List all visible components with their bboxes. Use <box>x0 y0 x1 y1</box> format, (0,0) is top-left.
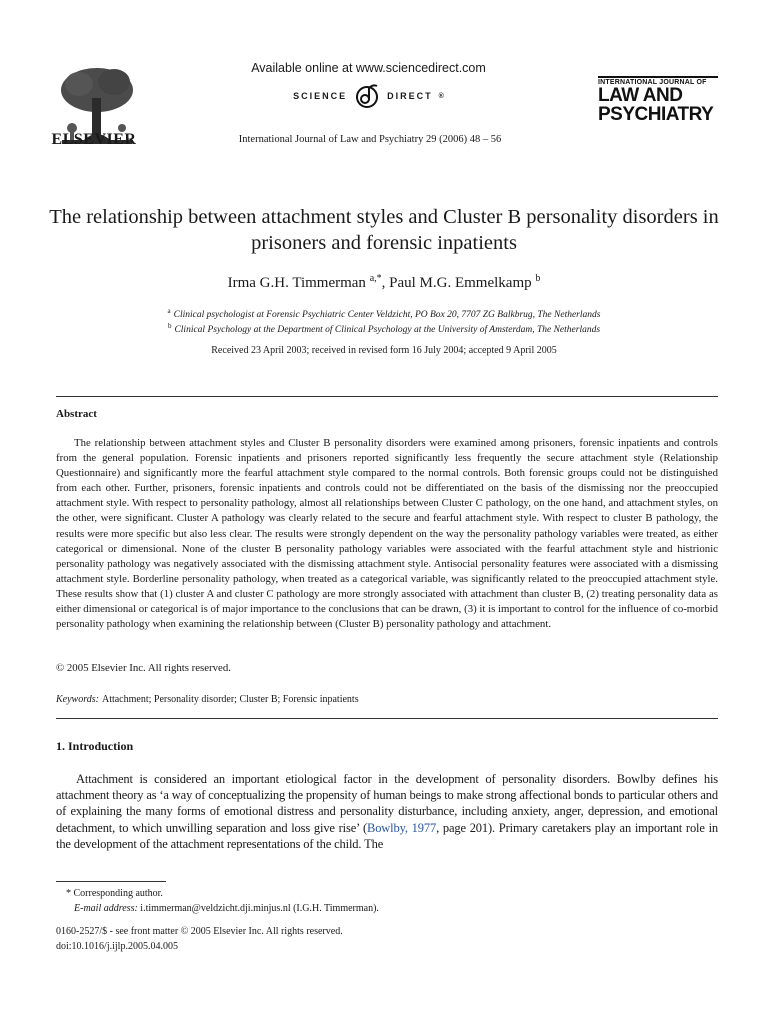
keywords <box>56 694 359 705</box>
journal-logo-line2: PSYCHIATRY <box>598 104 714 125</box>
author-separator: , <box>381 275 390 291</box>
author-1-sup: a,* <box>369 273 382 284</box>
section-heading: 1. Introduction <box>56 739 134 753</box>
journal-logo-line1: LAW AND <box>598 85 683 106</box>
received-dates: Received 23 April 2003; received in revised form 16 July 2004; accepted 9 April 2005 <box>211 345 557 356</box>
publisher-name: ELSEVIER <box>51 131 137 148</box>
author-2: Paul M.G. Emmelkamp <box>389 275 532 291</box>
citation-link-bowlby-1977[interactable]: Bowlby, 1977 <box>367 820 437 835</box>
intro-text-b: , page 201). Primary caretakers play an important role in the development of the attachment representations of the child. The <box>56 820 719 851</box>
email-address[interactable]: i.timmerman@veldzicht.dji.minjus.nl (I.G.H. Timmerman). <box>140 903 379 914</box>
authors <box>40 273 728 292</box>
abstract-body <box>56 436 718 632</box>
abstract-heading: Abstract <box>56 408 97 420</box>
sd-registered: ® <box>438 92 444 100</box>
doi[interactable]: doi:10.1016/j.ijlp.2005.04.005 <box>56 941 178 952</box>
journal-logo-small: INTERNATIONAL JOURNAL OF <box>598 76 718 86</box>
intro-text-a: Attachment is considered an important etiological factor in the development of personality disorders. Bowlby defines his attachment theory as ‘a way of conceptualizing the propensity of human beings to make strong affectional bonds to particular others and of explaining the many forms of emotional distress and personality disturbance, including anxiety, anger, depression, and emotional detachment, to which unwilling separation and loss give rise’ ( <box>56 772 718 835</box>
affiliation-a <box>40 307 728 320</box>
affiliation-b-text: Clinical Psychology at the Department of Clinical Psychology at the University of Amsterdam, The Netherlands <box>174 325 601 336</box>
sd-left-text: SCIENCE <box>293 91 348 101</box>
sciencedirect-d-icon <box>353 82 381 110</box>
divider <box>56 718 718 719</box>
abstract-copyright: © 2005 Elsevier Inc. All rights reserved. <box>56 662 231 674</box>
author-1: Irma G.H. Timmerman <box>227 275 366 291</box>
footnote-email <box>74 903 379 914</box>
footnote-corresponding: * Corresponding author. <box>66 888 163 899</box>
available-online-text: Available online at www.sciencedirect.com <box>251 61 486 75</box>
affiliation-b-mark: b <box>167 322 172 330</box>
footnote-divider <box>56 881 166 882</box>
affiliation-a-mark: a <box>167 307 171 315</box>
journal-citation: International Journal of Law and Psychiatry 29 (2006) 48 – 56 <box>238 134 502 145</box>
keywords-list: Attachment; Personality disorder; Cluster B; Forensic inpatients <box>101 694 359 705</box>
email-label: E-mail address: <box>74 903 138 914</box>
sciencedirect-logo <box>246 81 491 111</box>
affiliation-a-text: Clinical psychologist at Forensic Psychiatric Center Veldzicht, PO Box 20, 7707 ZG Balkbrug, The Netherlands <box>173 310 601 321</box>
intro-body <box>56 771 718 852</box>
article-title: The relationship between attachment styles and Cluster B personality disorders in prisoners and forensic inpatients <box>49 206 719 254</box>
affiliation-b <box>40 322 728 335</box>
intro-paragraph <box>56 771 718 852</box>
abstract-paragraph: The relationship between attachment styles and Cluster B personality disorders were examined among prisoners, forensic inpatients and controls from the general population. Forensic inpatients and prisoners reported significantly less frequently the secure attachment style (Relationship Questionnaire) and significantly more the fearful attachment style compared to the normal controls. Both forensic groups could not be distinguished from each other. Further, prisoners, forensic inpatients and controls could not be differentiated on the basis of the dismissing nor the preoccupied attachment style. With respect to personality pathology, almost all relationships between Cluster C pathology, on the one hand, and attachment styles, on the other, were significant. Cluster A pathology was clearly related to the secure and fearful attachment style. With respect to cluster B pathology, the results were more specific but also less clear. The results were strongly dependent on the way the personality pathology variables were treated, as either categorical or dimensional. None of the cluster B personality pathology variables were associated with the fearful attachment style and histrionic personality pathology was negatively associated with the dismissing attachment style. Antisocial personality features were associated with a dismissing attachment style. Borderline personality pathology, when treated as a categorical variable, was significantly related to the preoccupied attachment style. These results show that (1) cluster A and cluster C pathology are more strongly associated with attachment than cluster B, (2) treating personality data as either dimensional or categorical is of major importance to the conclusions that can be drawn, (3) it is important to control for the influence of co-morbid personality pathology when examining the relationship between (Cluster B) personality pathology and attachment. <box>56 437 718 631</box>
front-matter: 0160-2527/$ - see front matter © 2005 Elsevier Inc. All rights reserved. <box>56 926 343 937</box>
author-2-sup: b <box>535 273 541 284</box>
keywords-label: Keywords: <box>56 694 99 705</box>
sd-right-text: DIRECT <box>387 91 433 101</box>
divider <box>56 396 718 397</box>
journal-logo <box>598 76 718 124</box>
